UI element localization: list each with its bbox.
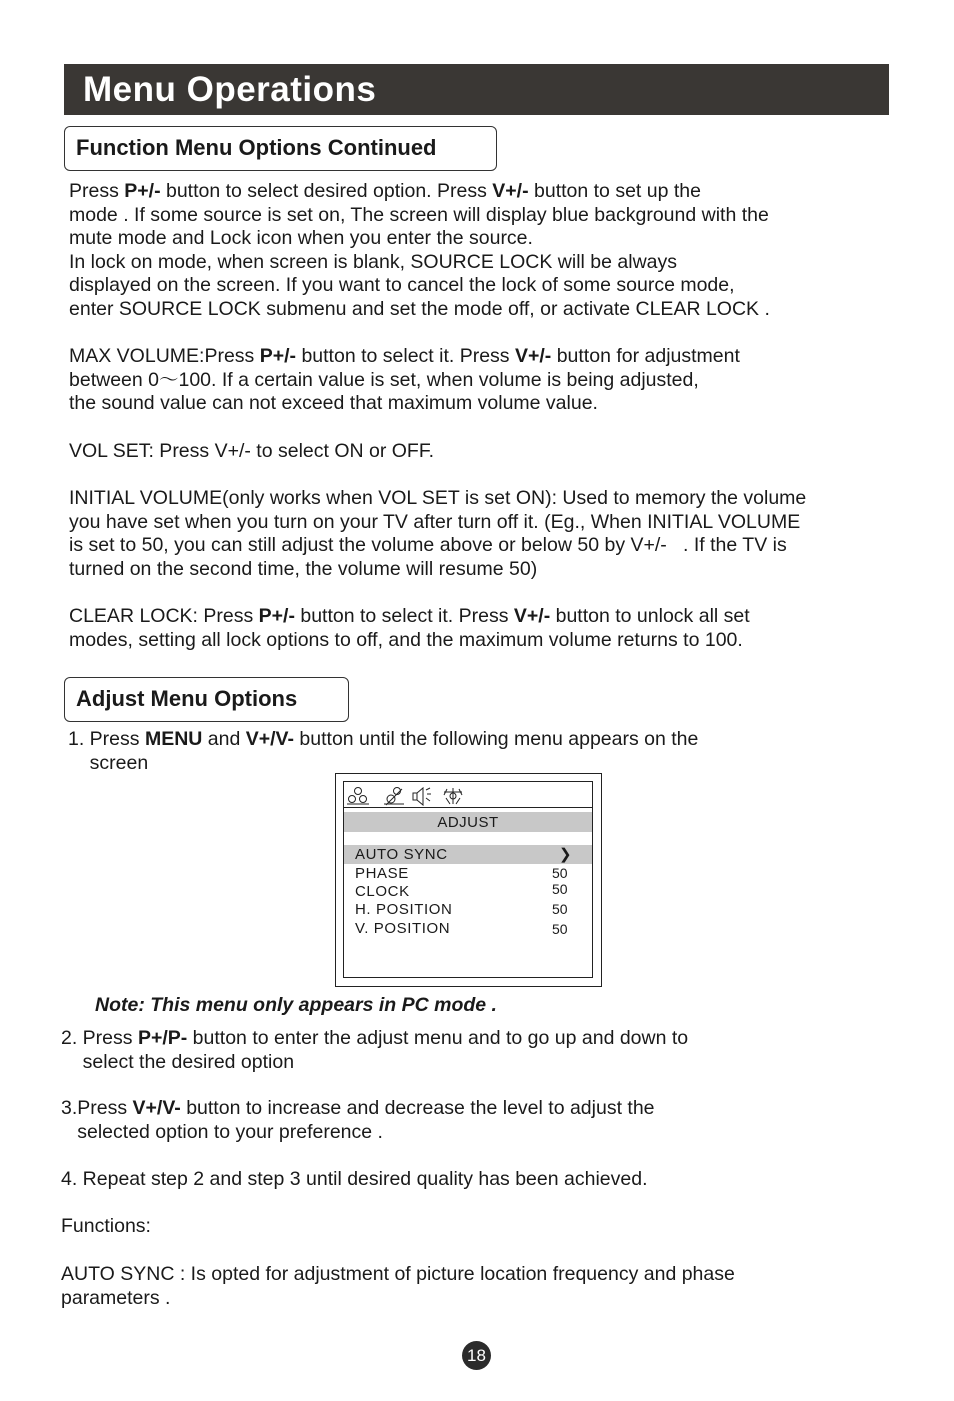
text-line [61, 1121, 655, 1145]
text-segment: button to unlock all set [550, 605, 750, 627]
text-line [69, 204, 770, 228]
color-icon [382, 786, 406, 806]
text-line [69, 180, 770, 204]
section-heading: Function Menu Options Continued [76, 135, 437, 160]
menu-value-clock: 50 [552, 881, 568, 897]
text-line [69, 392, 740, 416]
pc-mode-note: Note: This menu only appears in PC mode . [95, 994, 497, 1016]
text-line [69, 487, 806, 511]
text-segment: Press [69, 180, 125, 202]
key-name: V+/- [492, 180, 529, 202]
section-heading: Adjust Menu Options [76, 686, 298, 711]
text-segment: 3.Press [61, 1097, 133, 1119]
text-segment: In lock on mode, when screen is blank, SOURCE LOCK will be always [69, 250, 678, 273]
text-segment: button to select it. Press [294, 605, 514, 627]
key-name: V+/- [514, 345, 552, 367]
paragraph-clear-lock [69, 605, 750, 652]
text-line [68, 752, 698, 776]
section-heading-box [64, 677, 349, 722]
menu-icon-row [344, 786, 592, 808]
menu-value-phase: 50 [552, 865, 568, 881]
text-segment: button to enter the adjust menu and to go up and down to [187, 1027, 689, 1049]
text-segment: is set to 50, you can still adjust the volume above or below 50 by V+/- . If the TV is [69, 534, 787, 557]
paragraph-max-volume [69, 345, 740, 416]
menu-item-label: CLOCK [355, 883, 410, 900]
text-line [69, 345, 740, 369]
menu-item-label: V. POSITION [355, 920, 451, 937]
text-line [69, 534, 806, 558]
step-1 [68, 728, 698, 775]
text-line [69, 440, 434, 464]
text-line [61, 1051, 688, 1075]
text-segment: 2. Press [61, 1027, 138, 1049]
text-segment: enter SOURCE LOCK submenu and set the mode off, or activate CLEAR LOCK . [69, 297, 770, 320]
tools-icon [441, 786, 465, 806]
adjust-menu [343, 781, 593, 978]
text-line [69, 227, 770, 251]
text-segment: parameters . [61, 1286, 171, 1309]
text-segment: button to select desired option. Press [160, 180, 493, 202]
text-segment: and [202, 728, 246, 750]
text-line [61, 1027, 688, 1051]
text-segment: INITIAL VOLUME(only works when VOL SET is set ON): Used to memory the volume [69, 487, 807, 509]
text-line [69, 369, 740, 393]
menu-value-h-position: 50 [552, 901, 568, 917]
text-line [68, 728, 698, 752]
text-line [69, 274, 770, 298]
text-segment: 1. Press [68, 728, 145, 750]
picture-icon [346, 786, 370, 806]
text-segment: mute mode and Lock icon when you enter the source. [69, 227, 533, 250]
text-segment: button to select it. Press [296, 345, 515, 367]
text-segment: between 0～100. If a certain value is set, when volume is being adjusted, [69, 368, 699, 391]
text-line [69, 629, 750, 653]
text-segment: button to set up the [528, 180, 701, 202]
menu-item-auto-sync[interactable] [344, 845, 592, 864]
text-segment: mode . If some source is set on, The screen will display blue background with the [69, 203, 769, 226]
menu-item-label: H. POSITION [355, 901, 453, 918]
paragraph-vol-set [69, 440, 434, 464]
menu-item-label: AUTO SYNC [355, 846, 448, 863]
key-name: V+/V- [245, 728, 294, 750]
text-segment: CLEAR LOCK: Press [69, 605, 259, 627]
auto-sync-description [61, 1263, 735, 1310]
key-name: P+/P- [137, 1027, 188, 1049]
text-segment: 4. Repeat step 2 and step 3 until desired quality has been achieved. [61, 1168, 648, 1190]
text-line [69, 298, 770, 322]
page-title: Menu Operations [83, 70, 377, 109]
paragraph-initial-volume [69, 487, 806, 581]
menu-item-label: PHASE [355, 865, 409, 882]
text-line [69, 558, 806, 582]
text-segment: MAX VOLUME:Press [69, 345, 260, 367]
menu-title: ADJUST [437, 814, 499, 831]
text-segment: select the desired option [61, 1050, 295, 1073]
step-3 [61, 1097, 655, 1144]
text-line [69, 251, 770, 275]
page-title-bar [64, 64, 889, 115]
key-name: P+/- [258, 605, 295, 627]
text-segment: you have set when you turn on your TV after turn off it. (Eg., When INITIAL VOLUME [69, 510, 801, 533]
text-line [69, 511, 806, 535]
step-2 [61, 1027, 688, 1074]
text-line [69, 605, 750, 629]
speaker-icon [410, 786, 434, 806]
text-line [61, 1287, 735, 1311]
text-segment: button to increase and decrease the level to adjust the [180, 1097, 655, 1119]
key-name: MENU [144, 728, 203, 750]
text-segment: VOL SET: Press V+/- to select ON or OFF. [69, 440, 435, 462]
step-4 [61, 1168, 648, 1192]
text-segment: the sound value can not exceed that maximum volume value. [69, 392, 598, 415]
paragraph-source-lock [69, 180, 770, 322]
section-heading-box [64, 126, 497, 171]
functions-label: Functions: [61, 1215, 151, 1237]
text-segment: AUTO SYNC : Is opted for adjustment of picture location frequency and phase [61, 1263, 735, 1285]
menu-value-v-position: 50 [552, 921, 568, 937]
menu-title-bar [344, 812, 592, 832]
key-name: P+/- [124, 180, 161, 202]
text-line [61, 1168, 648, 1192]
text-segment: button for adjustment [551, 345, 740, 367]
text-line [61, 1097, 655, 1121]
text-segment: button until the following menu appears on the [294, 728, 699, 750]
text-segment: turned on the second time, the volume will resume 50) [69, 557, 538, 580]
page-number: 18 [462, 1341, 491, 1370]
text-segment: displayed on the screen. If you want to cancel the lock of some source mode, [69, 274, 735, 297]
chevron-right-icon: ❯ [559, 846, 572, 863]
text-segment: modes, setting all lock options to off, and the maximum volume returns to 100. [69, 628, 743, 651]
key-name: V+/- [513, 605, 551, 627]
key-name: P+/- [259, 345, 297, 367]
adjust-menu-screenshot [335, 773, 602, 987]
key-name: V+/V- [132, 1097, 181, 1119]
text-segment: selected option to your preference . [61, 1120, 383, 1143]
text-line [61, 1263, 735, 1287]
text-segment: screen [68, 751, 149, 774]
